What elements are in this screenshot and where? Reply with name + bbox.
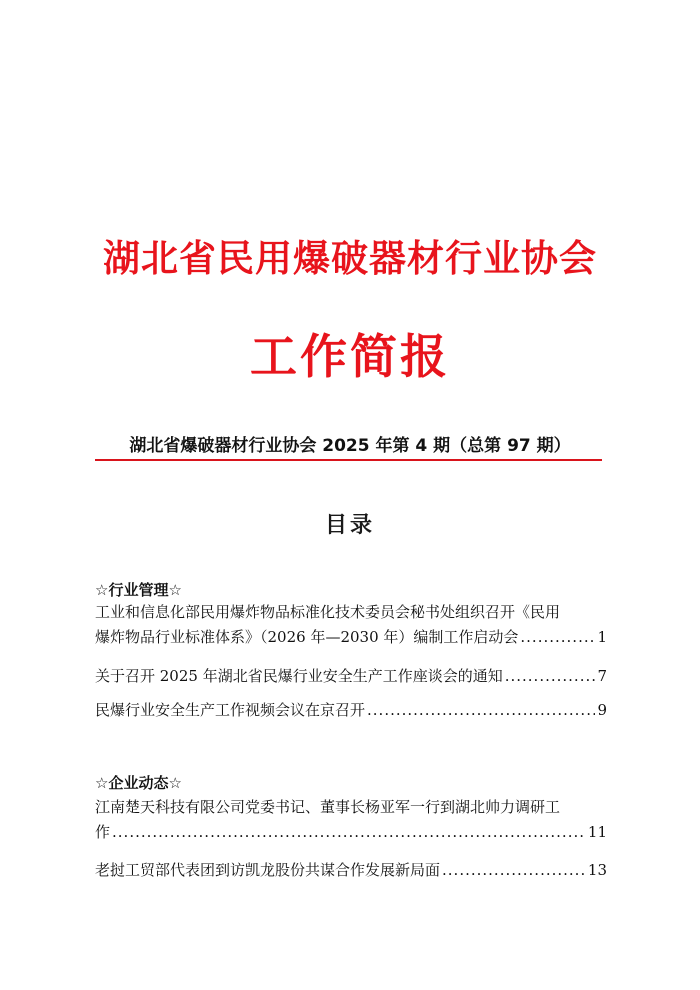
red-divider bbox=[95, 459, 602, 461]
bulletin-title: 工作简报 bbox=[250, 330, 450, 385]
toc-entry-text: 民爆行业安全生产工作视频会议在京召开 bbox=[95, 701, 366, 719]
association-title: 湖北省民用爆破器材行业协会 bbox=[103, 236, 597, 280]
toc-entry-line bbox=[95, 820, 607, 845]
section-label-industry-management: ☆行业管理☆ bbox=[95, 581, 182, 599]
toc-entry[interactable] bbox=[95, 600, 607, 650]
toc-entry[interactable] bbox=[95, 795, 607, 845]
dot-leader bbox=[520, 625, 595, 650]
toc-entry-text: 江南楚天科技有限公司党委书记、董事长杨亚军一行到湖北帅力调研工 bbox=[95, 798, 561, 816]
toc-page-number: 9 bbox=[597, 701, 607, 719]
issue-info: 湖北省爆破器材行业协会 2025 年第 4 期（总第 97 期） bbox=[129, 436, 571, 456]
toc-entry[interactable] bbox=[95, 664, 607, 689]
toc-page-number: 1 bbox=[597, 628, 607, 646]
toc-entry-line bbox=[95, 625, 607, 650]
toc-entry-line bbox=[95, 795, 607, 820]
toc-entry-text: 老挝工贸部代表团到访凯龙股份共谋合作发展新局面 bbox=[95, 861, 441, 879]
toc-entry-line bbox=[95, 600, 607, 625]
toc-entry-text: 工业和信息化部民用爆炸物品标准化技术委员会秘书处组织召开《民用 bbox=[95, 603, 561, 621]
toc-entry-text: 爆炸物品行业标准体系》（2026 年—2030 年）编制工作启动会 bbox=[95, 628, 519, 646]
toc-entry[interactable] bbox=[95, 858, 607, 883]
dot-leader bbox=[112, 820, 586, 845]
dot-leader bbox=[442, 858, 586, 883]
toc-entry-line bbox=[95, 664, 607, 689]
toc-page-number: 13 bbox=[587, 861, 607, 879]
toc-entry-line bbox=[95, 858, 607, 883]
toc-entry-text: 关于召开 2025 年湖北省民爆行业安全生产工作座谈会的通知 bbox=[95, 667, 503, 685]
dot-leader bbox=[367, 698, 595, 723]
toc-entry[interactable] bbox=[95, 698, 607, 723]
toc-page-number: 7 bbox=[597, 667, 607, 685]
toc-heading: 目录 bbox=[324, 513, 375, 538]
dot-leader bbox=[505, 664, 596, 689]
toc-page-number: 11 bbox=[587, 823, 607, 841]
toc-entry-line bbox=[95, 698, 607, 723]
toc-entry-text: 作 bbox=[95, 823, 111, 841]
section-label-enterprise-news: ☆企业动态☆ bbox=[95, 774, 182, 792]
